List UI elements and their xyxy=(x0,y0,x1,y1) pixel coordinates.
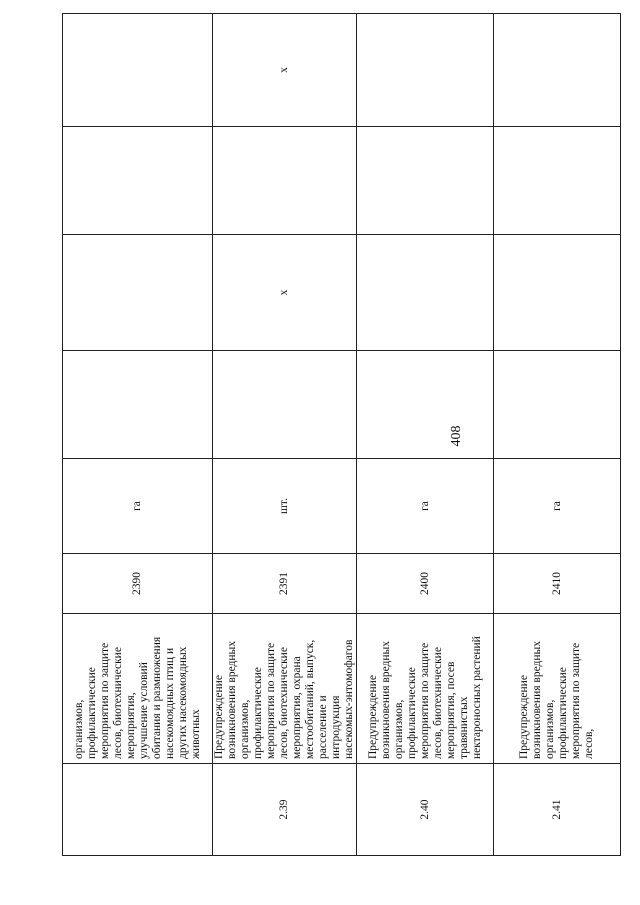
row-unit: га xyxy=(357,459,494,554)
row-value-col6 xyxy=(494,127,621,235)
row-number: 2.40 xyxy=(357,764,494,856)
row-value-col7: x xyxy=(213,14,357,127)
row-value-col4 xyxy=(213,351,357,459)
row-value-col6 xyxy=(357,127,494,235)
row-name-text: Предупреждение возникновения вредных организмов, профилактические мероприятия по защите лесов, биотехнические мероприятия, посев травянистых нектароносных растений xyxy=(366,636,483,759)
table-row xyxy=(494,14,621,856)
row-value-col7 xyxy=(494,14,621,127)
row-value-col4 xyxy=(63,351,213,459)
row-number xyxy=(63,764,213,856)
row-value-col5: x xyxy=(213,235,357,351)
row-value-col4 xyxy=(494,351,621,459)
row-name xyxy=(213,614,357,764)
row-value-col7 xyxy=(357,14,494,127)
page-number: 408 xyxy=(449,425,464,447)
row-unit: га xyxy=(494,459,621,554)
row-value-col5 xyxy=(494,235,621,351)
table-row xyxy=(63,14,213,856)
row-name xyxy=(494,614,621,764)
row-unit: шт. xyxy=(213,459,357,554)
row-name xyxy=(357,614,494,764)
row-value-col5 xyxy=(357,235,494,351)
row-code: 2390 xyxy=(63,554,213,614)
row-value-col6 xyxy=(213,127,357,235)
row-name-text: организмов, профилактические мероприятия по защите лесов, биотехнические мероприятия, улучшение условий обитания и размножения насекомоядных птиц и других насекомоядных животных xyxy=(72,636,202,759)
row-number: 2.41 xyxy=(494,764,621,856)
row-unit: га xyxy=(63,459,213,554)
rotated-table-container xyxy=(62,14,606,856)
row-value-col5 xyxy=(63,235,213,351)
table-row xyxy=(357,14,494,856)
row-value-col4 xyxy=(357,351,494,459)
row-code: 2391 xyxy=(213,554,357,614)
row-name-text: Предупреждение возникновения вредных организмов, профилактические мероприятия по защите лесов, биотехнические мероприятия, охрана местообитаний, выпуск, расселение и интродукция насекомых-энтомофагов xyxy=(213,639,355,759)
row-value-col7 xyxy=(63,14,213,127)
report-table xyxy=(62,13,621,856)
row-code: 2410 xyxy=(494,554,621,614)
row-code: 2400 xyxy=(357,554,494,614)
row-name xyxy=(63,614,213,764)
row-value-col6 xyxy=(63,127,213,235)
row-number: 2.39 xyxy=(213,764,357,856)
table-row xyxy=(213,14,357,856)
row-name-text: Предупреждение возникновения вредных организмов, профилактические мероприятия по защите лесов, xyxy=(518,641,595,759)
